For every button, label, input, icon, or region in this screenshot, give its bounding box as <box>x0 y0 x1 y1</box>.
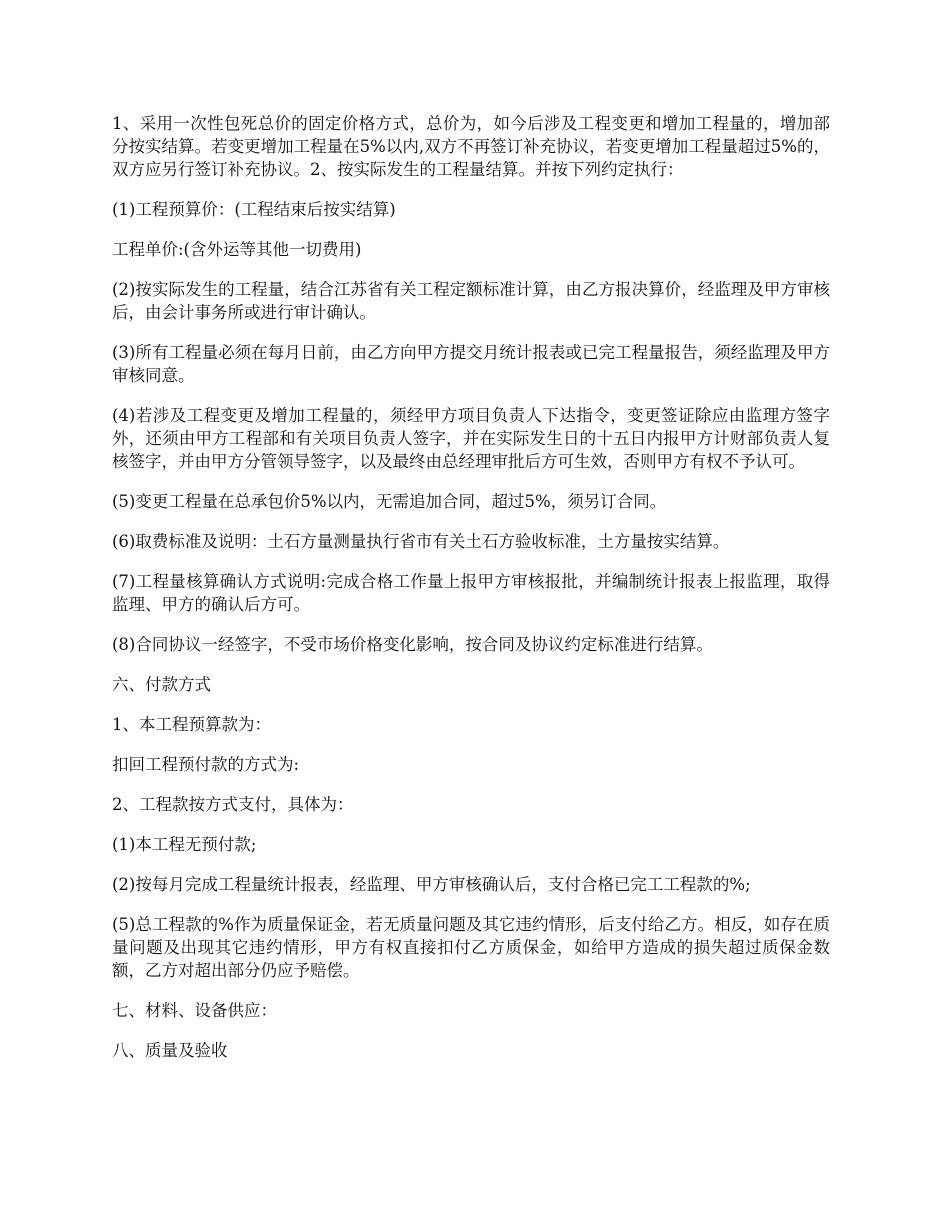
document-body <box>112 112 830 1079</box>
paragraph-payment-method: 2、工程款按方式支付，具体为： <box>112 795 354 814</box>
paragraph-unit-price: 工程单价:(含外运等其他一切费用) <box>112 240 362 259</box>
paragraph-contract-fixed: (8)合同协议一经签字，不受市场价格变化影响，按合同及协议约定标准进行结算。 <box>112 635 713 654</box>
paragraph-actual-quantity: (2)按实际发生的工程量，结合江苏省有关工程定额标准计算，由乙方报决算价，经监理及甲方审核后，由会计事务所或进行审计确认。 <box>112 280 830 322</box>
section-heading-quality: 八、质量及验收 <box>112 1041 228 1060</box>
paragraph-budget-price: (1)工程预算价：(工程结束后按实结算) <box>112 200 396 219</box>
paragraph-lump-sum-pricing: 1、采用一次性包死总价的固定价格方式，总价为，如今后涉及工程变更和增加工程量的，增加部分按实结算。若变更增加工程量在5%以内,双方不再签订补充协议，若变更增加工程量超过5%的，双方应另行签订补充协议。2、按实际发生的工程量结算。并按下列约定执行： <box>112 114 830 179</box>
paragraph-quantity-confirmation: (7)工程量核算确认方式说明:完成合格工作量上报甲方审核报批，并编制统计报表上报监理，取得监理、甲方的确认后方可。 <box>112 572 830 614</box>
paragraph-budget-amount: 1、本工程预算款为： <box>112 715 271 734</box>
paragraph-advance-recovery: 扣回工程预付款的方式为: <box>112 755 300 774</box>
paragraph-no-advance: (1)本工程无预付款; <box>112 835 257 854</box>
paragraph-monthly-report: (3)所有工程量必须在每月日前，由乙方向甲方提交月统计报表或已完工程量报告，须经监理及甲方审核同意。 <box>112 343 830 385</box>
paragraph-monthly-payment: (2)按每月完成工程量统计报表，经监理、甲方审核确认后，支付合格已完工工程款的%; <box>112 875 751 894</box>
paragraph-quality-deposit: (5)总工程款的%作为质量保证金，若无质量问题及其它违约情形，后支付给乙方。相反，如存在质量问题及出现其它违约情形，甲方有权直接扣付乙方质保金，如给甲方造成的损失超过质保金数额，乙方对超出部分仍应予赔偿。 <box>112 915 830 980</box>
section-heading-materials: 七、材料、设备供应： <box>112 1001 277 1020</box>
section-heading-payment: 六、付款方式 <box>112 675 211 694</box>
paragraph-change-approval: (4)若涉及工程变更及增加工程量的，须经甲方项目负责人下达指令，变更签证除应由监理方签字外，还须由甲方工程部和有关项目负责人签字，并在实际发生日的十五日内报甲方计财部负责人复核签字，并由甲方分管领导签字，以及最终由总经理审批后方可生效，否则甲方有权不予认可。 <box>112 406 830 471</box>
paragraph-change-limit: (5)变更工程量在总承包价5%以内，无需追加合同，超过5%，须另订合同。 <box>112 492 667 511</box>
paragraph-fee-standard: (6)取费标准及说明：土石方量测量执行省市有关土石方验收标准，土方量按实结算。 <box>112 532 730 551</box>
